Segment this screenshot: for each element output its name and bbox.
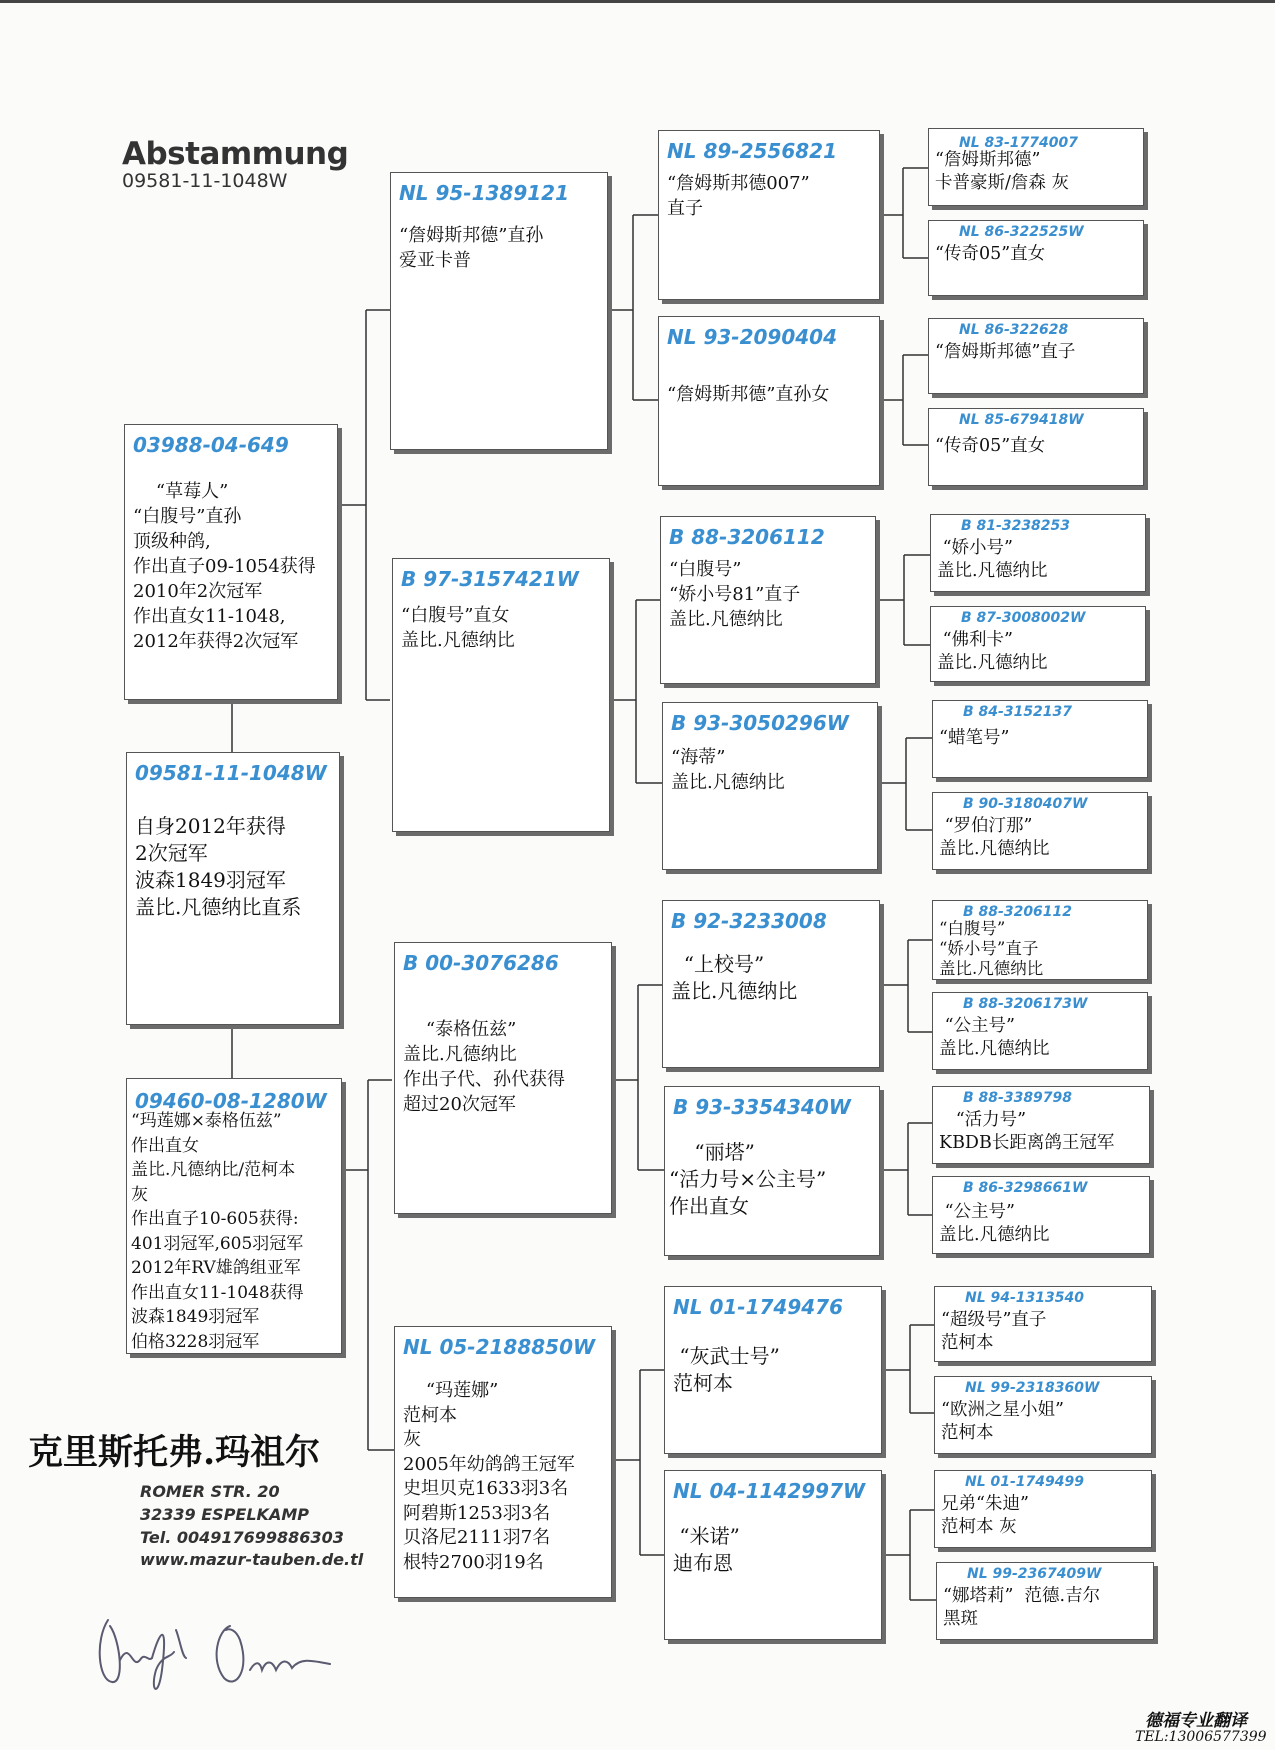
great-grandparent-code: B 93-3354340W [673,1095,851,1119]
gg-grandparent-code: NL 83-1774007 [959,135,1078,151]
grandparent-code: B 97-3157421W [401,567,579,591]
gg-grandparent-text: “娇小号” 盖比.凡德纳比 [937,538,1048,581]
gg-grandparent-code: B 90-3180407W [963,796,1088,812]
gg-grandparent-code: B 84-3152137 [963,704,1073,720]
great-grandparent-text: “詹姆斯邦德007” 直子 [667,173,810,219]
gg-grandparent-code: NL 86-322525W [959,224,1084,240]
grandparent-box [394,1326,612,1598]
page-title: Abstammung [122,136,349,172]
great-grandparent-box [664,1286,882,1454]
dam-text: “玛莲娜×泰格伍兹” 作出直女 盖比.凡德纳比/范柯本 灰 作出直子10-605获得: 401羽冠军,605羽冠军 2012年RV雄鸽组亚军 作出直女11-1048获得 波森1849羽冠军 伯格3228羽冠军 [131,1111,304,1352]
great-grandparent-box [658,130,880,300]
grandparent-text: “玛莲娜” 范柯本 灰 2005年幼鸽鸽王冠军 史坦贝克1633羽3名 阿碧斯1253羽3名 贝洛尼2111羽7名 根特2700羽19名 [403,1380,575,1573]
gg-grandparent-box [932,1176,1150,1254]
gg-grandparent-code: B 88-3206112 [963,904,1073,920]
great-grandparent-code: NL 89-2556821 [667,139,837,163]
gg-grandparent-text: “白腹号” “娇小号”直子 盖比.凡德纳比 [939,919,1044,978]
signature-icon [90,1600,370,1710]
grandparent-code: NL 05-2188850W [403,1335,596,1359]
gg-grandparent-box [932,900,1148,980]
gg-grandparent-code: B 81-3238253 [961,518,1071,534]
grandparent-box [390,172,608,450]
gg-grandparent-text: 兄弟“朱迪” 范柯本 灰 [941,1494,1029,1537]
sire-code: 03988-04-649 [133,433,289,457]
grandparent-box [394,942,612,1214]
gg-grandparent-code: NL 85-679418W [959,412,1084,428]
gg-grandparent-code: NL 86-322628 [959,322,1069,338]
dam-code: 09460-08-1280W [135,1089,327,1113]
gg-grandparent-box [928,220,1144,296]
gg-grandparent-code: NL 94-1313540 [965,1290,1084,1306]
gg-grandparent-box [932,1086,1150,1164]
gg-grandparent-box [934,1376,1152,1454]
grandparent-code: B 00-3076286 [403,951,559,975]
great-grandparent-code: NL 04-1142997W [673,1479,866,1503]
gg-grandparent-code: NL 99-2367409W [967,1566,1102,1582]
gg-grandparent-code: NL 99-2318360W [965,1380,1100,1396]
gg-grandparent-text: “公主号” 盖比.凡德纳比 [939,1016,1050,1059]
subject-text: 自身2012年获得 2次冠军 波森1849羽冠军 盖比.凡德纳比直系 [135,814,302,919]
subject-code: 09581-11-1048W [135,761,327,785]
translator-phone: TEL:13006577399 [1135,1729,1267,1745]
great-grandparent-code: B 92-3233008 [671,909,827,933]
great-grandparent-text: “白腹号” “娇小号81”直子 盖比.凡德纳比 [669,559,801,630]
gg-grandparent-text: “蜡笔号” [939,728,1010,748]
gg-grandparent-text: “公主号” 盖比.凡德纳比 [939,1202,1050,1245]
gg-grandparent-box [936,1562,1154,1640]
grandparent-box [392,558,610,832]
great-grandparent-box [664,1086,880,1256]
great-grandparent-text: “丽塔” “活力号×公主号” 作出直女 [669,1140,827,1218]
gg-grandparent-box [928,128,1144,206]
gg-grandparent-box [928,318,1144,394]
great-grandparent-code: NL 93-2090404 [667,325,837,349]
great-grandparent-code: B 88-3206112 [669,525,825,549]
gg-grandparent-text: “娜塔莉” 范德.吉尔 黑斑 [943,1586,1101,1629]
gg-grandparent-box [930,514,1146,592]
great-grandparent-box [662,702,878,870]
gg-grandparent-code: B 88-3206173W [963,996,1088,1012]
great-grandparent-box [664,1470,882,1640]
gg-grandparent-text: “活力号” KBDB长距离鸽王冠军 [939,1110,1115,1153]
gg-grandparent-box [932,792,1148,870]
gg-grandparent-box [932,992,1148,1070]
gg-grandparent-code: NL 01-1749499 [965,1474,1084,1490]
page-subtitle: 09581-11-1048W [122,170,288,192]
gg-grandparent-text: “欧洲之星小姐” 范柯本 [941,1400,1064,1443]
gg-grandparent-text: “超级号”直子 范柯本 [941,1310,1047,1353]
great-grandparent-code: NL 01-1749476 [673,1295,843,1319]
gg-grandparent-code: B 86-3298661W [963,1180,1088,1196]
owner-name: 克里斯托弗.玛祖尔 [28,1432,321,1473]
grandparent-text: “白腹号”直女 盖比.凡德纳比 [401,605,515,651]
great-grandparent-code: B 93-3050296W [671,711,849,735]
great-grandparent-box [658,316,880,486]
grandparent-code: NL 95-1389121 [399,181,569,205]
gg-grandparent-text: “罗伯汀那” 盖比.凡德纳比 [939,816,1050,859]
subject-box [126,752,340,1025]
great-grandparent-text: “詹姆斯邦德”直孙女 [667,384,830,405]
gg-grandparent-box [928,408,1144,486]
owner-phone: Tel. 004917699886303 [140,1528,344,1547]
sire-text: “草莓人” “白腹号”直孙 顶级种鸽, 作出直子09-1054获得 2010年2次冠军 作出直女11-1048, 2012年获得2次冠军 [133,481,316,652]
great-grandparent-box [660,516,876,684]
gg-grandparent-text: “詹姆斯邦德”直子 [935,342,1076,362]
dam-box [126,1078,342,1354]
gg-grandparent-box [934,1286,1152,1362]
owner-city: 32339 ESPELKAMP [140,1505,309,1524]
owner-website: www.mazur-tauben.de.tl [140,1550,364,1569]
gg-grandparent-code: B 88-3389798 [963,1090,1073,1106]
great-grandparent-box [662,900,880,1068]
owner-street: ROMER STR. 20 [140,1482,280,1501]
great-grandparent-text: “上校号” 盖比.凡德纳比 [671,952,798,1003]
grandparent-text: “詹姆斯邦德”直孙 爱亚卡普 [399,225,544,271]
gg-grandparent-box [934,1470,1152,1548]
gg-grandparent-text: “佛利卡” 盖比.凡德纳比 [937,630,1048,673]
grandparent-text: “泰格伍兹” 盖比.凡德纳比 作出子代、孙代获得 超过20次冠军 [403,1019,565,1115]
gg-grandparent-code: B 87-3008002W [961,610,1086,626]
gg-grandparent-text: “詹姆斯邦德” 卡普豪斯/詹森 灰 [935,150,1069,193]
translator-name: 德福专业翻译 [1145,1711,1247,1731]
gg-grandparent-box [930,606,1146,682]
great-grandparent-text: “米诺” 迪布恩 [673,1524,740,1575]
gg-grandparent-box [932,700,1148,778]
gg-grandparent-text: “传奇05”直女 [935,436,1046,456]
great-grandparent-text: “灰武士号” 范柯本 [673,1344,780,1395]
great-grandparent-text: “海蒂” 盖比.凡德纳比 [671,747,785,793]
gg-grandparent-text: “传奇05”直女 [935,244,1046,264]
sire-box [124,424,338,700]
